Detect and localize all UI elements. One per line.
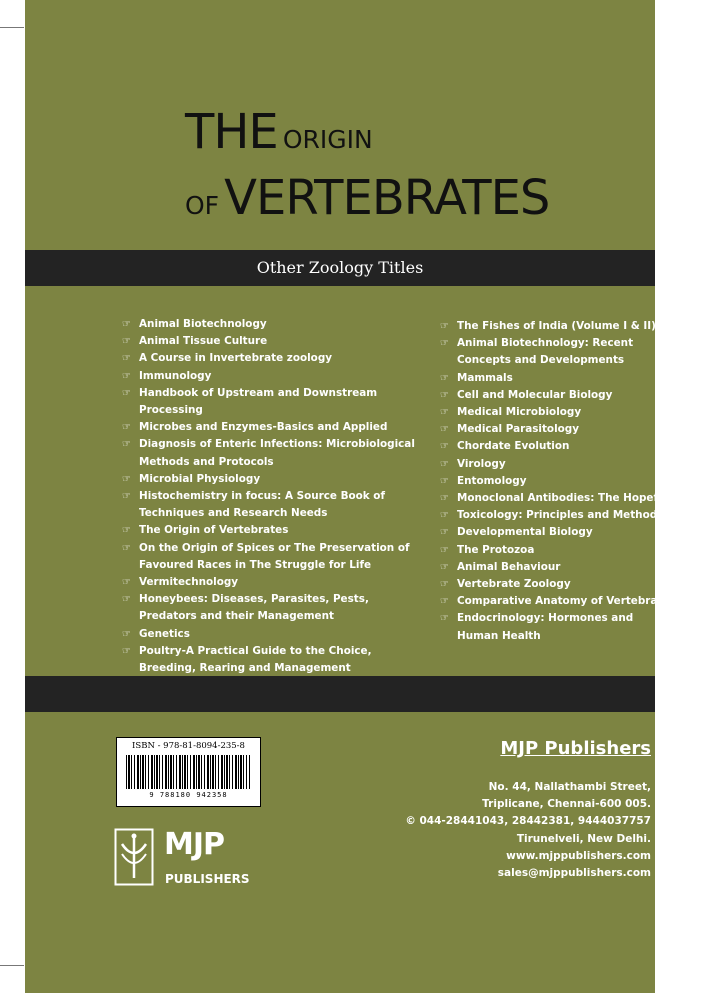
- barcode-digits: 9 788180 942358: [149, 791, 228, 799]
- title-text: Animal Tissue Culture: [139, 335, 268, 348]
- title-vertebrates: VERTEBRATES: [224, 170, 550, 226]
- hand-pointer-icon: ☞: [440, 372, 449, 384]
- title-list-item: [122, 591, 422, 625]
- title-list-item: [122, 333, 422, 350]
- hand-pointer-icon: ☞: [440, 561, 449, 573]
- hand-pointer-icon: ☞: [440, 579, 449, 591]
- title-text: The Protozoa: [457, 543, 535, 556]
- right-title-list: [440, 318, 707, 645]
- bottom-band: [25, 676, 655, 712]
- title-list-item: [122, 540, 422, 574]
- page-margin: [0, 0, 25, 993]
- title-text: Histochemistry in focus: A Source Book of Techniques and Research Needs: [139, 490, 385, 520]
- hand-pointer-icon: ☞: [440, 493, 449, 505]
- hand-pointer-icon: ☞: [122, 319, 131, 330]
- publisher-logo: [114, 827, 250, 890]
- publisher-info: [405, 737, 651, 882]
- hand-pointer-icon: ☞: [440, 338, 449, 350]
- book-back-cover: [25, 0, 707, 993]
- title-text: Vertebrate Zoology: [457, 578, 571, 591]
- title-list-item: [122, 385, 422, 419]
- title-text: Cell and Molecular Biology: [457, 388, 613, 401]
- title-list-item: [122, 522, 422, 539]
- title-text: Genetics: [139, 627, 190, 640]
- title-list-item: [440, 421, 680, 438]
- hand-pointer-icon: ☞: [122, 353, 131, 365]
- hand-pointer-icon: ☞: [122, 628, 131, 640]
- title-list-item: [122, 626, 422, 643]
- hand-pointer-icon: ☞: [122, 336, 131, 348]
- hand-pointer-icon: ☞: [440, 321, 449, 332]
- title-text: Virology: [457, 457, 506, 470]
- title-of: OF: [185, 191, 220, 220]
- hand-pointer-icon: ☞: [122, 473, 131, 485]
- hand-pointer-icon: ☞: [122, 370, 131, 382]
- title-text: Developmental Biology: [457, 526, 593, 539]
- hand-pointer-icon: ☞: [440, 424, 449, 436]
- title-text: Comparative Anatomy of Vertebrates: [457, 595, 676, 608]
- title-text: Medical Microbiology: [457, 406, 582, 419]
- title-the: THE: [185, 104, 278, 160]
- hand-pointer-icon: ☞: [122, 387, 131, 399]
- title-text: Vermitechnology: [139, 576, 239, 589]
- isbn-barcode-box: [116, 737, 261, 807]
- logo-subtitle: PUBLISHERS: [165, 872, 250, 886]
- title-list-item: [440, 370, 680, 387]
- hand-pointer-icon: ☞: [440, 613, 449, 625]
- title-list-item: [122, 471, 422, 488]
- hand-pointer-icon: ☞: [122, 542, 131, 554]
- publisher-name: MJP Publishers: [500, 738, 651, 759]
- title-list-item: [440, 335, 675, 369]
- title-list-item: [122, 368, 422, 385]
- logo-name: MJP: [164, 827, 225, 862]
- title-origin: ORIGIN: [282, 125, 373, 154]
- title-text: The Origin of Vertebrates: [139, 524, 289, 537]
- title-list-item: [440, 318, 680, 335]
- hand-pointer-icon: ☞: [440, 544, 449, 556]
- title-text: Chordate Evolution: [457, 440, 570, 453]
- publisher-address-1: No. 44, Nallathambi Street,: [488, 781, 651, 793]
- hand-pointer-icon: ☞: [440, 475, 449, 487]
- title-list-item: [440, 593, 680, 610]
- title-list-item: [122, 488, 422, 522]
- title-text: Animal Behaviour: [457, 560, 561, 573]
- title-text: Animal Biotechnology: [139, 318, 267, 330]
- title-text: Mammals: [457, 371, 513, 384]
- crop-mark-bottom: [0, 965, 24, 966]
- title-list-item: [440, 507, 680, 524]
- title-list-item: [122, 316, 422, 333]
- barcode: [126, 755, 250, 789]
- title-list-item: [440, 610, 675, 644]
- publisher-branches: Tirunelveli, New Delhi.: [516, 832, 651, 845]
- title-list-item: [440, 524, 680, 541]
- hand-pointer-icon: ☞: [440, 510, 449, 522]
- hand-pointer-icon: ☞: [122, 422, 131, 434]
- title-text: Endocrinology: Hormones and Human Health: [457, 612, 634, 642]
- hand-pointer-icon: ☞: [122, 525, 131, 537]
- title-list-item: [122, 436, 422, 470]
- hand-pointer-icon: ☞: [440, 596, 449, 608]
- title-text: A Course in Invertebrate zoology: [139, 352, 333, 365]
- publisher-website: www.mjppublishers.com: [506, 849, 651, 862]
- hand-pointer-icon: ☞: [122, 594, 131, 606]
- hand-pointer-icon: ☞: [440, 441, 449, 453]
- title-text: Poultry-A Practical Guide to the Choice, Breeding, Rearing and Management: [139, 644, 372, 675]
- title-text: Handbook of Upstream and Downstream Processing: [139, 386, 378, 417]
- title-list-item: [440, 490, 707, 507]
- title-list-item: [440, 456, 680, 473]
- hand-pointer-icon: ☞: [440, 389, 449, 401]
- hand-pointer-icon: ☞: [122, 577, 131, 589]
- title-text: Entomology: [457, 474, 527, 487]
- title-text: Honeybees: Diseases, Parasites, Pests, Predators and their Management: [139, 593, 369, 623]
- crop-mark-top: [0, 27, 24, 28]
- section-heading: Other Zoology Titles: [256, 258, 424, 277]
- title-list-item: [440, 404, 680, 421]
- title-text: Microbial Physiology: [139, 472, 261, 485]
- title-line-2: [185, 170, 550, 226]
- hand-pointer-icon: ☞: [122, 491, 131, 503]
- hand-pointer-icon: ☞: [440, 458, 449, 470]
- hand-pointer-icon: ☞: [440, 527, 449, 539]
- title-list-item: [440, 473, 680, 490]
- title-list-item: [122, 643, 422, 677]
- title-line-1: [185, 104, 373, 160]
- title-list-item: [440, 542, 680, 559]
- title-text: Medical Parasitology: [457, 423, 579, 436]
- left-title-list: [122, 316, 422, 677]
- publisher-email: sales@mjppublishers.com: [497, 867, 651, 880]
- publisher-phone: © 044-28441043, 28442381, 9444037757: [405, 815, 651, 828]
- title-list-item: [440, 576, 680, 593]
- hand-pointer-icon: ☞: [440, 407, 449, 419]
- hand-pointer-icon: ☞: [122, 645, 131, 657]
- section-band: [25, 250, 655, 286]
- title-list-item: [122, 419, 422, 436]
- title-text: Microbes and Enzymes-Basics and Applied: [139, 421, 388, 434]
- title-list-item: [440, 387, 680, 404]
- title-text: Animal Biotechnology: Recent Concepts and Developments: [457, 337, 634, 367]
- publisher-logo-icon: [114, 828, 154, 886]
- hand-pointer-icon: ☞: [122, 439, 131, 451]
- title-list-item: [122, 350, 422, 367]
- title-list-item: [122, 574, 422, 591]
- isbn-text: ISBN - 978-81-8094-235-8: [132, 741, 245, 751]
- title-text: Immunology: [139, 369, 212, 382]
- title-text: Toxicology: Principles and Methods: [457, 509, 664, 522]
- title-text: The Fishes of India (Volume I & II): [457, 320, 656, 332]
- title-list-item: [440, 438, 680, 455]
- publisher-address-2: Triplicane, Chennai-600 005.: [482, 798, 651, 811]
- title-text: On the Origin of Spices or The Preservation of Favoured Races in The Struggle for Life: [139, 541, 410, 571]
- title-text: Diagnosis of Enteric Infections: Microbiological Methods and Protocols: [139, 438, 415, 468]
- title-text: Monoclonal Antibodies: The Hopeful Drugs: [457, 492, 707, 505]
- title-list-item: [440, 559, 680, 576]
